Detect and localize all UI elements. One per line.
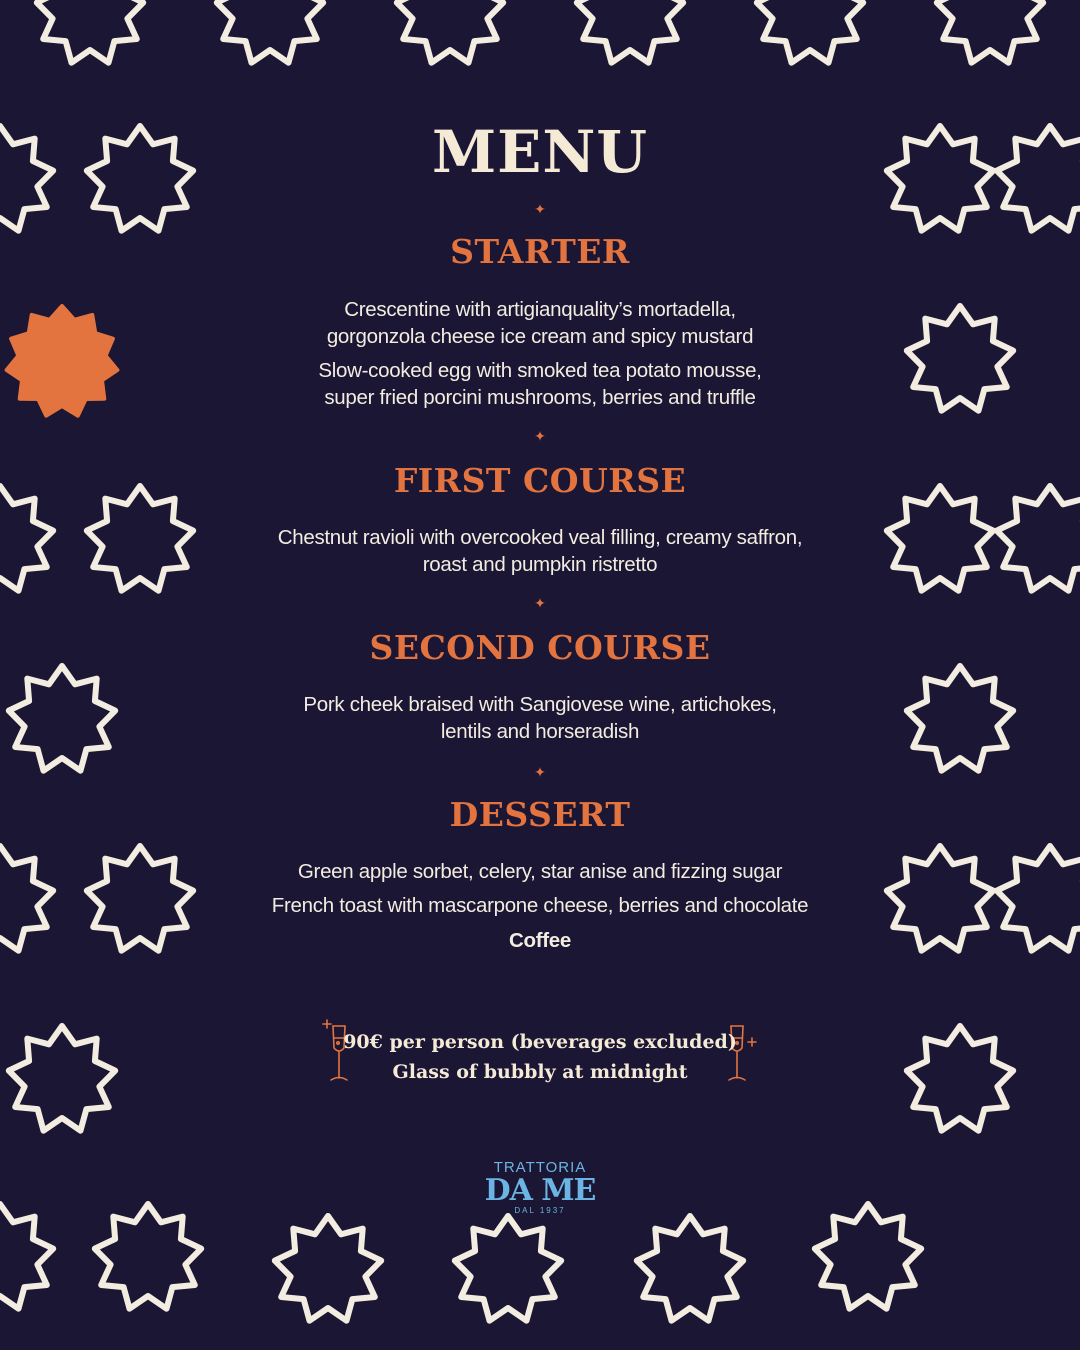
sparkle-divider: ✦ (534, 202, 546, 218)
trattoria-logo (0, 1160, 1080, 1216)
dish-dessert-3: Coffee (509, 929, 571, 952)
sparkle-divider: ✦ (534, 596, 546, 612)
star-outline-icon (95, 1204, 201, 1309)
section-title-second-course: SECOND COURSE (369, 628, 711, 667)
star-outline-icon (455, 1216, 561, 1321)
sparkle-divider: ✦ (534, 429, 546, 445)
star-outline-icon (815, 1204, 921, 1309)
star-outline-icon (275, 1216, 381, 1321)
star-outline-icon (757, 0, 863, 63)
section-title-starter: STARTER (450, 232, 630, 271)
menu-title: MENU (431, 118, 648, 186)
dish-dessert-2: French toast with mascarpone cheese, berries and chocolate (271, 894, 809, 917)
sparkle-divider: ✦ (534, 765, 546, 781)
dish-starter-1: Crescentine with artigianquality’s mortadella, gorgonzola cheese ice cream and spicy mustard (326, 298, 754, 348)
star-outline-icon (0, 1204, 53, 1309)
star-outline-icon (397, 0, 503, 63)
dish-second-course-1: Pork cheek braised with Sangiovese wine, artichokes, lentils and horseradish (303, 693, 777, 743)
star-outline-icon (637, 1216, 743, 1321)
section-title-first-course: FIRST COURSE (393, 461, 687, 500)
dish-first-course-1: Chestnut ravioli with overcooked veal filling, creamy saffron, roast and pumpkin ristretto (277, 526, 803, 576)
dish-starter-2: Slow-cooked egg with smoked tea potato mousse, super fried porcini mushrooms, berries and truffle (318, 359, 762, 409)
star-outline-icon (217, 0, 323, 63)
dish-dessert-1: Green apple sorbet, celery, star anise and fizzing sugar (297, 860, 783, 883)
logo-top-text: TRATTORIA (493, 1159, 587, 1176)
price-line: 90€ per person (beverages excluded) (343, 1031, 737, 1053)
star-outline-icon (577, 0, 683, 63)
star-outline-icon (937, 0, 1043, 63)
logo-main-text: DA ME (484, 1173, 596, 1208)
section-title-dessert: DESSERT (449, 795, 631, 834)
star-outline-icon (37, 0, 143, 63)
bubbly-line: Glass of bubbly at midnight (392, 1061, 688, 1083)
logo-since-text: DAL 1937 (514, 1206, 566, 1215)
price-info (0, 1027, 1080, 1087)
